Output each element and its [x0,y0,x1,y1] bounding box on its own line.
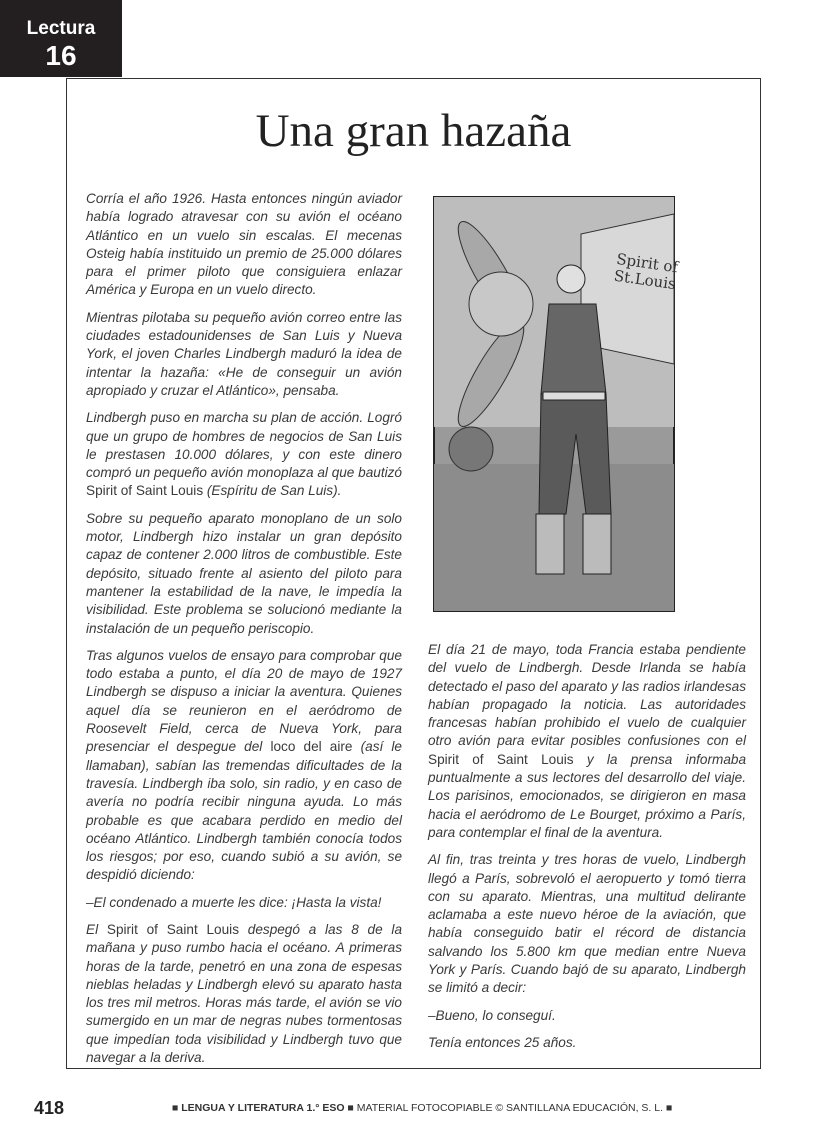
paragraph [86,409,402,500]
reading-label: Lectura [26,18,96,39]
square-bullet-icon: ■ [665,1102,673,1114]
paragraph-text: y la prensa informaba puntualmente a sus lectores del desarrollo del viaje. Los parisinos, emocionados, se dirigieron en masa hacia el aeródromo de Le Bourget, próximo a París, para contemplar el final de la aventura. [428,751,747,840]
paragraph-text: Al fin, tras treinta y tres horas de vuelo, Lindbergh llegó a París, sobrevoló el aeropuerto y tomó tierra con su aparato. Mientras, una multitud delirante aclamaba a este nuevo héroe de la aviación, que había conseguido batir el récord de distancia salvando los 5.800 km que median entre Nueva York y París. Cuando bajó de su aparato, Lindbergh se limitó a decir: [428,852,746,996]
paragraph-text: Tenía entonces 25 años. [428,1034,577,1050]
paragraph [86,510,402,638]
footer-course: LENGUA Y LITERATURA 1.° ESO [181,1102,345,1114]
paragraph [428,1007,746,1025]
paragraph [86,647,402,885]
paragraph-text: Sobre su pequeño aparato monoplano de un solo motor, Lindbergh hizo instalar un gran depósito capaz de contener 2.000 litros de combustible. Este depósito, situado frente al asiento del piloto para mantener la estabilidad de la nave, le impedía la visibilidad. Este problema se solucionó mediante la instalación de un pequeño periscopio. [86,510,402,636]
paragraph [428,851,746,997]
paragraph [86,190,402,300]
paragraph-text: despegó a las 8 de la mañana y puso rumbo hacia el océano. A primeras horas de la tarde, penetró en una zona de espesas nieblas heladas y Lindbergh elevó su aparato hasta los tres mil metros. Horas más tarde, el avión se vio sumergido en un mar de negras nubes tormentosas que impedían toda visibilidad y Lindbergh tuvo que navegar a la deriva. [86,921,402,1066]
paragraph-text: –El condenado a muerte les dice: ¡Hasta la vista! [86,894,382,910]
footer [172,1102,672,1114]
paragraph-text: –Bueno, lo conseguí. [428,1007,556,1023]
footer-notice: MATERIAL FOTOCOPIABLE © SANTILLANA EDUCACIÓN, S. L. [356,1102,664,1114]
roman-text: Spirit of Saint Louis [86,483,204,499]
paragraph-text: Tras algunos vuelos de ensayo para comprobar que todo estaba a punto, el día 20 de mayo de 1927 Lindbergh se dispuso a iniciar la aventura. Quienes aquel día se reunieron en el aeródromo de Roosevelt Field, cerca de Nueva York, para presenciar el despegue del [86,647,402,755]
paragraph-text: Lindbergh puso en marcha su plan de acción. Logró que un grupo de hombres de negocios de San Luis le prestasen 10.000 dólares, y con este dinero compró un pequeño avión monoplaza al que bautizó [86,410,402,481]
paragraph-text: Corría el año 1926. Hasta entonces ningún aviador había logrado atravesar con su avión el océano Atlántico en un vuelo sin escalas. El mecenas Osteig había instituido un premio de 25.000 dólares para el primer piloto que consiguiera enlazar América y Europa en un vuelo directo. [86,191,402,298]
roman-text: loco del aire [270,739,353,755]
paragraph-text: El [86,921,107,937]
left-column [86,190,402,1076]
paragraph [86,309,402,400]
square-bullet-icon: ■ [347,1102,357,1114]
page-title: Una gran hazaña [255,105,572,157]
paragraph-text: Mientras pilotaba su pequeño avión correo entre las ciudades estadounidenses de San Luis y Nueva York, el joven Charles Lindbergh maduró la idea de intentar la hazaña: «He de conseguir un avión apropiado y cruzar el Atlántico», pensaba. [86,309,402,398]
paragraph [86,921,402,1067]
roman-text: Spirit of Saint Louis [106,921,239,937]
reading-tab [0,0,122,77]
paragraph-text: (así le llamaban), sabían las tremendas dificultades de la travesía. Lindbergh iba solo, sin radio, y en caso de avería no podría recibir ninguna ayuda. Lo más probable es que acabara perdido en medio del océano Atlántico. Lindbergh también conocía todos los riesgos; por eso, cuando subió a su avión, se despidió diciendo: [86,739,402,883]
page-number: 418 [34,1098,65,1118]
square-bullet-icon: ■ [172,1102,182,1114]
paragraph [428,1034,746,1052]
paragraph-text: (Espíritu de San Luis). [203,483,342,499]
paragraph-text: El día 21 de mayo, toda Francia estaba pendiente del vuelo de Lindbergh. Desde Irlanda se había detectado el paso del aparato y las radios irlandesas habían propagado la noticia. Las autoridades francesas habían prohibido el vuelo de cualquier otro avión para evitar posibles confusiones con el [428,642,746,749]
paragraph [428,641,746,842]
reading-number: 16 [45,40,77,71]
right-column [428,641,746,1061]
plane-lettering: Spirit of St.Louis [612,249,680,294]
roman-text: Spirit of Saint Louis [428,751,574,767]
paragraph [86,894,402,912]
